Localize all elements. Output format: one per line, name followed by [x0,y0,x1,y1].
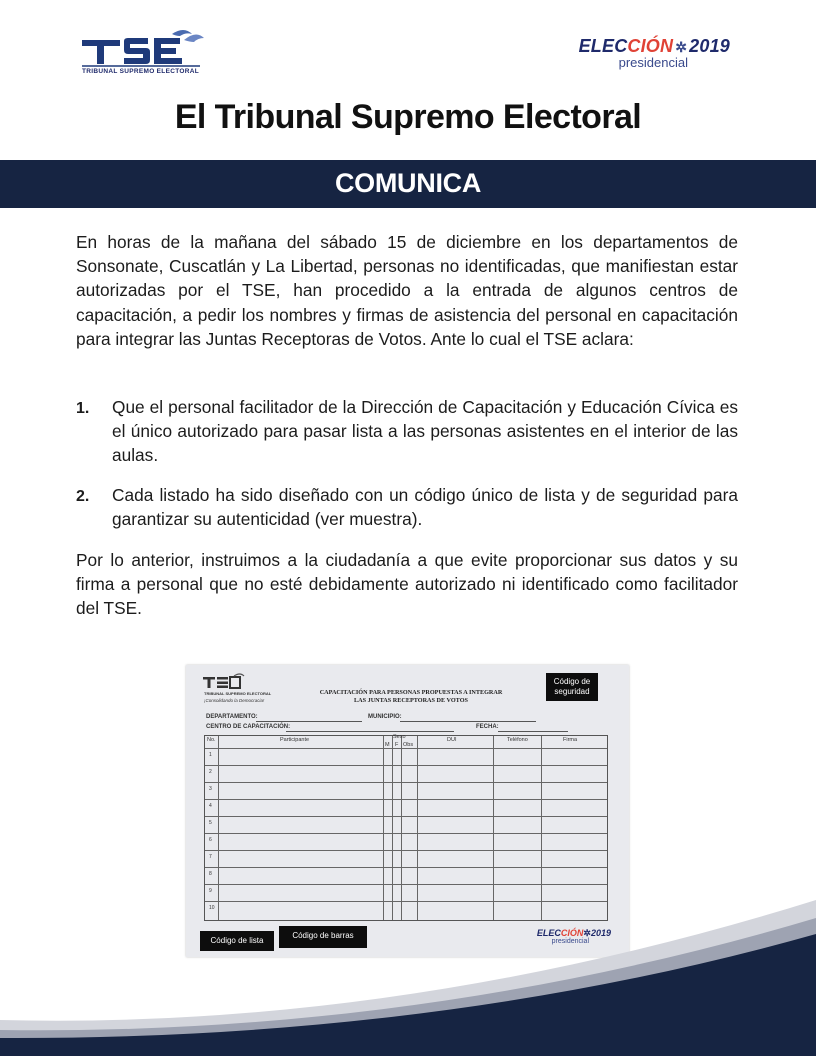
municipio-line [400,721,536,722]
row-number: 1 [209,752,212,758]
row-number: 10 [209,905,215,911]
form-departamento: DEPARTAMENTO: [206,714,258,720]
election-logo-year: 2019 [689,36,730,56]
page-title: El Tribunal Supremo Electoral [174,98,642,136]
form-election-accent: CIÓN [560,928,584,938]
form-slogan: ¡Consolidando la Democracia! [204,698,265,703]
election-logo [579,36,730,70]
col-dui: DUI [447,737,457,743]
col-participante: Participante [280,737,310,743]
departamento-line [256,721,362,722]
election-logo-sub: presidencial [618,55,688,70]
row-number: 4 [209,803,212,809]
row-number: 5 [209,820,212,826]
form-centro: CENTRO DE CAPACITACIÓN: [206,724,291,730]
row-number: 7 [209,854,212,860]
col-telefono: Teléfono [507,737,528,743]
band-title: COMUNICA [334,168,482,198]
row-number: 2 [209,769,212,775]
closing-paragraph: Por lo anterior, instruimos a la ciudadanía a que evite proporcionar sus datos y su firma a personal que no esté debidamente autorizado ni identificado como facilitador del TSE. [76,550,738,619]
form-fecha: FECHA: [476,724,499,730]
form-title-line2: LAS JUNTAS RECEPTORAS DE VOTOS [354,696,468,704]
form-org-name: TRIBUNAL SUPREMO ELECTORAL [204,691,272,696]
list-text: Cada listado ha sido diseñado con un código único de lista y de seguridad para garantizar su autenticidad (ver muestra). [112,485,738,530]
col-firma: Firma [563,737,578,743]
star-icon: ✲ [675,39,688,55]
col-sexo: Sexo [393,734,406,740]
centro-line [286,731,454,732]
list-item [76,395,738,468]
col-obs: Obs [403,742,414,748]
form-election-pre: ELEC [536,928,561,938]
election-logo-pre: ELEC [578,36,628,56]
form-municipio: MUNICIPIO: [368,714,402,720]
row-number: 6 [209,837,212,843]
list-number: 2. [76,488,90,505]
security-code-label: Código de seguridad [546,673,598,701]
intro-paragraph: En horas de la mañana del sábado 15 de diciembre en los departamentos de Sonsonate, Cuscatlán y La Libertad, personas no identificadas, que manifiestan estar autorizadas por el TSE, han procedido a la entrada de algunos centros de capacitación, a pedir los nombres y firmas de asistencia del personal en capacitación para integrar las Juntas Receptoras de Votos. Ante lo cual el TSE aclara: [76,232,738,349]
form-election-year: 2019 [590,928,611,938]
row-number: 3 [209,786,212,792]
org-name: TRIBUNAL SUPREMO ELECTORAL [82,68,199,75]
fecha-line [498,731,568,732]
col-f: F [395,742,399,748]
list-item [76,483,738,531]
star-icon: ✲ [583,928,591,938]
footer-wave-decoration [0,880,816,1056]
list-text: Que el personal facilitador de la Dirección de Capacitación y Educación Cívica es el único autorizado para pasar lista a las personas asistentes en el interior de las aulas. [112,397,738,466]
row-number: 9 [209,888,212,894]
row-number: 8 [209,871,212,877]
list-code-label: Código de lista [200,931,274,951]
form-election-sub: presidencial [551,938,589,945]
form-title-line1: CAPACITACIÓN PARA PERSONAS PROPUESTAS A INTEGRAR [319,689,503,696]
form-title [286,689,536,704]
list-number: 1. [76,400,90,417]
election-logo-accent: CIÓN [627,36,674,56]
form-tse-logo [202,673,246,691]
tse-logo-graphic [80,28,210,68]
col-m: M [385,742,390,748]
col-no: No. [207,737,216,743]
barcode-label: Código de barras [279,926,367,948]
